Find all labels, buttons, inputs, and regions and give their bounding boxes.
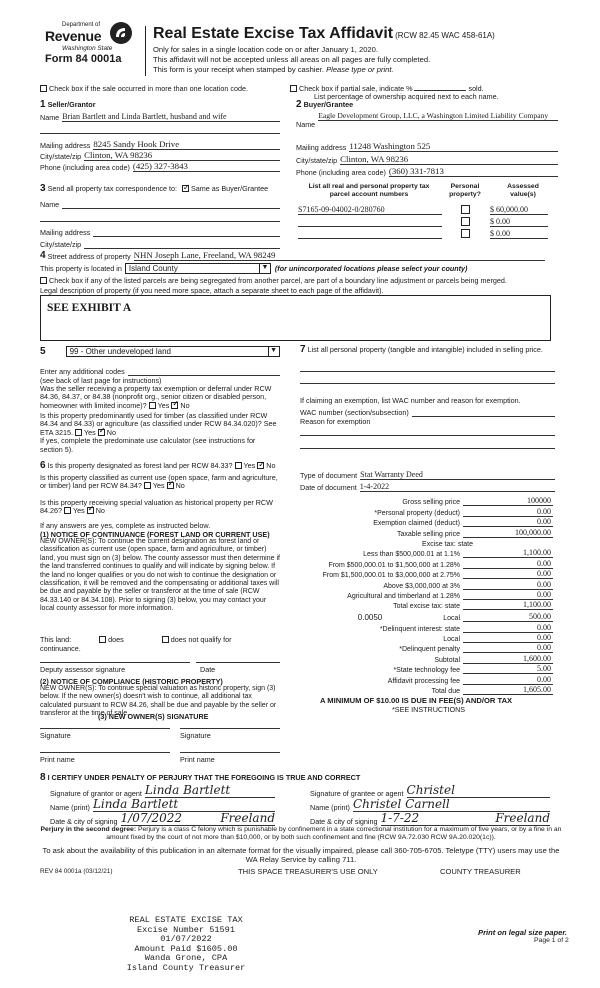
logo-revenue: Revenue	[45, 28, 102, 44]
calc-value[interactable]: 1,605.00	[463, 685, 553, 695]
s5-q1-no-checkbox[interactable]	[171, 402, 178, 409]
calc-label: Subtotal	[434, 656, 460, 664]
calc-value[interactable]: 0.00	[463, 507, 553, 517]
legal-label: Legal description of property (if you need more space, attach a separate sheet to each page of the affidavit).	[40, 286, 384, 295]
deputy-date-line[interactable]	[196, 661, 280, 663]
s5-q1-text: Was the seller receiving a property tax exemption or deferral under RCW 84.36, 84.37, or 84.38 (nonprofit org., senior citizen or disabled person, homeowner with limited income)?	[40, 384, 272, 410]
yes-label: Yes	[72, 506, 85, 516]
page-number: Page 1 of 2	[534, 937, 569, 944]
calc-row	[300, 517, 553, 527]
street-address-field[interactable]: NHN Joseph Lane, Freeland, WA 98249	[134, 250, 545, 261]
seller-mail-field[interactable]: 8245 Sandy Hook Drive	[93, 139, 280, 150]
grantor-date[interactable]: 1/07/2022	[121, 811, 191, 826]
personal-cell	[442, 229, 490, 239]
calc-value[interactable]: 100,000.00	[463, 528, 553, 538]
calc-label: Exemption claimed (deduct)	[373, 520, 460, 528]
tax-calc	[300, 496, 553, 695]
calc-row	[300, 558, 553, 568]
doc-date-row	[300, 482, 555, 492]
stamp-line-5: Wanda Grone, CPA	[144, 953, 228, 964]
seller-heading: 1 Seller/Grantor	[40, 99, 96, 110]
does-not-qualify-checkbox[interactable]	[162, 636, 169, 643]
grantor-name-label: Name (print)	[50, 803, 90, 812]
personal-property-line-1[interactable]	[300, 370, 555, 372]
stamp-line-3: 01/07/2022	[160, 934, 212, 945]
header-line-3	[153, 65, 394, 74]
parcel-row	[298, 227, 560, 239]
grantor-name-row	[50, 797, 275, 812]
assessed-header: Assessed value(s)	[507, 183, 539, 198]
treasurer-stamp	[118, 916, 254, 974]
no-label: No	[95, 506, 105, 516]
signature-label-2: Signature	[180, 731, 211, 740]
calc-value[interactable]: 0.00	[463, 590, 553, 600]
logo-state: Washington State	[62, 45, 113, 52]
s3-name-row	[40, 200, 280, 209]
county-label: This property is located in	[40, 264, 122, 273]
calc-label: Excise tax: state	[422, 540, 473, 548]
no-label: No	[175, 481, 185, 491]
does-not-label: does not qualify for	[170, 635, 232, 644]
notice2-heading: (2) NOTICE OF COMPLIANCE (HISTORIC PROPERTY)	[40, 677, 223, 686]
personal-property-line-2[interactable]	[300, 382, 555, 384]
notice3-heading: (3) NEW OWNER(S) SIGNATURE	[98, 712, 209, 721]
perjury-text: Perjury is a class C felony which is punishable by confinement in a state correctional institution for a maximum of five years, or by a fine in an amount fixed by the court of not more than $10,000, or by both such confinement and fine (RCW 9A.72.030 RCW 9A.20.020(1c)).	[106, 826, 562, 841]
grantee-name-label: Name (print)	[310, 803, 350, 812]
doc-type-label: Type of document	[300, 471, 358, 480]
owner-signature-line-1[interactable]	[40, 727, 170, 729]
calc-value[interactable]: 100000	[463, 496, 553, 506]
s5-q2-text: Is this property predominantly used for timber (as classified under RCW 84.34 and 84.33) or agriculture (as classified under RCW 84.34.020)? See ETA 3215.	[40, 411, 277, 437]
personal-property-checkbox[interactable]	[461, 217, 470, 226]
county-row	[40, 263, 467, 274]
calc-label: Above $3,000,000 at 3%	[383, 582, 460, 590]
buyer-phone-label: Phone (including area code)	[296, 168, 386, 177]
calc-label: *Delinquent penalty	[399, 646, 460, 654]
seller-name-field[interactable]: Brian Bartlett and Linda Bartlett, husband and wife	[62, 112, 280, 122]
this-land-row	[40, 635, 280, 653]
s3-mail-row	[40, 228, 280, 237]
notice1-body: NEW OWNER(S): To continue the current designation as forest land or classification as current use (open space, farm and agriculture, or timber) land, you must sign on (3) below. The county assessor must then determine if the land transferred continues to qualify and will indicate by signing below. If the land no longer qualifies or you do not wish to continue the designation or classification, it will be removed and the compensating or additional taxes will be due and payable by the seller or transferor at the time of sale (RCW 84.33.140 or 84.34.108). Prior to signing (3) below, you may contact your local county assessor for more information.	[40, 538, 280, 613]
parcel-table	[298, 203, 560, 239]
yes-label: Yes	[84, 427, 96, 437]
buyer-name-field[interactable]: Eagle Development Group, LLC, a Washington Limited Liability Company	[318, 112, 558, 121]
seller-phone-field[interactable]: (425) 327-3843	[133, 161, 280, 172]
wac-row	[300, 408, 555, 417]
calc-label: *Personal property (deduct)	[374, 509, 460, 517]
form-title	[153, 25, 495, 43]
yes-label: Yes	[157, 400, 170, 410]
calc-row	[300, 579, 553, 589]
multi-location-label: Check box if the sale occurred in more than one location code.	[49, 84, 248, 93]
add-codes-row	[40, 367, 280, 376]
reason-line-2[interactable]	[300, 447, 555, 449]
section7-label: 7 List all personal property (tangible and intangible) included in selling price.	[300, 344, 543, 355]
deputy-signature-line[interactable]	[40, 661, 190, 663]
form-rcw: (RCW 82.45 WAC 458-61A)	[395, 31, 495, 40]
calc-row	[300, 685, 553, 695]
header-divider	[145, 26, 146, 76]
does-label: does	[108, 635, 124, 644]
calc-row	[300, 653, 553, 663]
s5-q2-note: If yes, complete the predominate use calculator (see instructions for section 5).	[40, 436, 256, 454]
grantor-city[interactable]: Freeland	[191, 811, 275, 826]
grantor-sig-label: Signature of grantor or agent	[50, 789, 142, 798]
grantor-sig-row	[50, 783, 275, 798]
assessed-value[interactable]: $ 0.00	[490, 229, 548, 239]
personal-cell	[442, 217, 490, 227]
seller-name-line-2[interactable]	[40, 132, 280, 134]
grantor-signature[interactable]: Linda Bartlett	[145, 783, 275, 798]
notice2-body: NEW OWNER(S): To continue special valuation as historic property, sign (3) below. If the new owner(s) doesn't wish to continue, all additional tax calculated pursuant to RCW 84.26, shall be due and payable by the seller or transferor at the time of sale.	[40, 685, 277, 718]
buyer-mail-row	[296, 141, 558, 152]
calc-label: Less than $500,000.01 at 1.1%	[363, 551, 460, 559]
s6-q3	[40, 499, 280, 516]
notice1-heading: (1) NOTICE OF CONTINUANCE (FOREST LAND OR CURRENT USE)	[40, 530, 270, 539]
seller-name-label: Name	[40, 113, 60, 122]
partial-sale-checkbox[interactable]	[290, 85, 297, 92]
header-line-1: Only for sales in a single location code on or after January 1, 2020.	[153, 45, 378, 54]
parcel-header: List all real and personal property tax parcel account numbers	[308, 183, 430, 198]
calc-label: Affidavit processing fee	[387, 677, 460, 685]
deputy-date-label: Date	[200, 665, 216, 674]
yes-label: Yes	[152, 481, 165, 491]
multi-location-checkbox[interactable]	[40, 85, 47, 92]
calc-row	[300, 622, 553, 632]
s6-q2-no-checkbox[interactable]	[167, 482, 174, 489]
calc-label: Local	[443, 615, 460, 623]
legal-description-box[interactable]	[40, 295, 551, 341]
s6-q1: 6 Is this property designated as forest land per RCW 84.33? Yes ✓ No	[40, 460, 280, 471]
perjury-bold: Perjury in the second degree:	[40, 826, 137, 833]
s6-q2-yes-checkbox[interactable]	[144, 482, 151, 489]
grantee-signature[interactable]: Christel	[407, 783, 550, 798]
calc-label: Local	[443, 636, 460, 644]
grantor-date-label: Date & city of signing	[50, 817, 118, 826]
calc-value[interactable]: 1,100.00	[463, 548, 553, 558]
calc-value[interactable]: 0.00	[463, 643, 553, 653]
s6-q1-yes-checkbox[interactable]	[235, 462, 242, 469]
s3-city-row	[40, 240, 280, 249]
calc-row	[300, 538, 553, 548]
grantee-city[interactable]: Freeland	[429, 811, 550, 826]
stamp-line-6: Island County Treasurer	[126, 962, 246, 973]
partial-sale-label: Check box if partial sale, indicate %	[299, 84, 413, 93]
owner-print-line-2[interactable]	[180, 751, 280, 753]
segregated-row	[40, 276, 507, 285]
segregated-checkbox[interactable]	[40, 277, 47, 284]
s3-city-label: City/state/zip	[40, 240, 82, 249]
calc-row	[300, 496, 553, 506]
no-label: No	[106, 427, 116, 437]
alt-format-notice: To ask about the availability of this publication in an alternate format for the visually impaired, please call 360-705-6705. Teletype (TTY) users may use the WA Relay Service by calling 711.	[42, 846, 560, 864]
county-treasurer: COUNTY TREASURER	[440, 867, 521, 876]
continuance-label: continuance.	[40, 644, 81, 653]
dor-logo	[40, 22, 135, 67]
calc-label: From $500,000.01 to $1,500,000 at 1.28%	[328, 561, 460, 569]
multi-location-check-row	[40, 84, 248, 93]
segregated-label: Check box if any of the listed parcels are being segregated from another parcel, are part of a boundary line adjustment or parcels being merged.	[49, 276, 507, 285]
owner-signature-line-2[interactable]	[180, 727, 280, 729]
logo-dept: Department of	[62, 22, 101, 28]
buyer-heading-text: Buyer/Grantee	[303, 100, 354, 109]
legal-description-text: SEE EXHIBIT A	[47, 302, 132, 314]
calc-row	[300, 610, 553, 622]
calc-label: *State technology fee	[393, 667, 460, 675]
buyer-mail-label: Mailing address	[296, 143, 347, 152]
calc-value[interactable]: 0.00	[463, 559, 553, 569]
stamp-line-4: Amount Paid $1605.00	[134, 943, 238, 954]
calc-label: Taxable selling price	[396, 530, 460, 538]
calc-value[interactable]: 1,100.00	[463, 600, 553, 610]
print-name-label-1: Print name	[40, 755, 75, 764]
land-use-value: 99 - Other undeveloped land	[69, 347, 171, 356]
s5-q2-yes-checkbox[interactable]	[75, 429, 82, 436]
no-label: No	[180, 400, 190, 410]
wac-field[interactable]	[412, 409, 555, 417]
doc-type-field[interactable]: Stat Warranty Deed	[360, 470, 555, 480]
s5-q1-yes-checkbox[interactable]	[149, 402, 156, 409]
seller-city-field[interactable]: Clinton, WA 98236	[84, 150, 280, 161]
s6-q2-text: Is this property classified as current use (open space, farm and agriculture, or timber) land per RCW 84.34?	[40, 473, 278, 491]
s6-q2	[40, 474, 280, 491]
grantee-name-row	[310, 797, 550, 812]
calc-value[interactable]: 0.00	[463, 675, 553, 685]
reason-label: Reason for exemption	[300, 417, 371, 426]
calc-value[interactable]: 0.00	[463, 623, 553, 633]
see-instructions: *SEE INSTRUCTIONS	[392, 705, 466, 714]
exemption-label: If claiming an exemption, list WAC number and reason for exemption.	[300, 396, 521, 405]
form-title-text: Real Estate Excise Tax Affidavit	[153, 25, 394, 42]
calc-value[interactable]: 1,600.00	[463, 654, 553, 664]
doc-date-label: Date of document	[300, 483, 357, 492]
land-use-select[interactable]	[66, 346, 280, 357]
same-as-buyer-checkbox[interactable]	[182, 185, 189, 192]
yes-label: Yes	[243, 461, 256, 470]
s3-mail-field[interactable]	[93, 229, 280, 237]
s6-q3-text: Is this property receiving special valuation as historical property per RCW 84.26?	[40, 498, 273, 516]
buyer-city-label: City/state/zip	[296, 156, 338, 165]
answers-note: If any answers are yes, complete as instructed below.	[40, 521, 211, 530]
personal-property-checkbox[interactable]	[461, 205, 470, 214]
calc-value[interactable]: 500.00	[463, 612, 553, 622]
assessed-value[interactable]: $ 0.00	[490, 217, 548, 227]
minimum-note: A MINIMUM OF $10.00 IS DUE IN FEE(S) AND/OR TAX	[320, 696, 513, 705]
print-name-label-2: Print name	[180, 755, 215, 764]
deputy-label: Deputy assessor signature	[40, 665, 126, 674]
calc-label: Agricultural and timberland at 1.28%	[347, 592, 460, 600]
stamp-line-1: REAL ESTATE EXCISE TAX	[129, 915, 243, 925]
does-qualify-checkbox[interactable]	[99, 636, 106, 643]
s6-q3-no-checkbox[interactable]	[87, 507, 94, 514]
s6-q3-yes-checkbox[interactable]	[64, 507, 71, 514]
certify-row: 8 I CERTIFY UNDER PENALTY OF PERJURY THAT THE FOREGOING IS TRUE AND CORRECT	[40, 772, 361, 783]
seller-name-row	[40, 112, 280, 122]
header-line-3a: This form is your receipt when stamped by cashier.	[153, 65, 324, 74]
grantee-sig-row	[310, 783, 550, 798]
reason-line-1[interactable]	[300, 434, 555, 436]
s3-mail-label: Mailing address	[40, 228, 91, 237]
buyer-name-row	[296, 112, 558, 129]
buyer-mail-field[interactable]: 11248 Washington 525	[349, 141, 558, 152]
buyer-city-field[interactable]: Clinton, WA 98236	[340, 154, 558, 165]
grantor-print-name[interactable]: Linda Bartlett	[93, 797, 275, 812]
doc-type-row	[300, 470, 555, 480]
personal-cell	[442, 205, 490, 215]
no-label: No	[266, 461, 276, 470]
s5-q2	[40, 412, 280, 454]
buyer-phone-row	[296, 166, 558, 177]
calc-row	[300, 506, 553, 516]
partial-sale-percent[interactable]	[414, 90, 466, 91]
parcel-number[interactable]	[298, 218, 442, 227]
calc-row	[300, 674, 553, 684]
rev-number: REV 84 0001a (03/12/21)	[40, 868, 113, 875]
seller-phone-label: Phone (including area code)	[40, 163, 130, 172]
seller-mail-row	[40, 139, 280, 150]
signature-label-1: Signature	[40, 731, 71, 740]
s3-name-field[interactable]	[62, 201, 280, 209]
ownership-note: List percentage of ownership acquired next to each name.	[314, 92, 499, 101]
section3-label: Send all property tax correspondence to:	[47, 184, 178, 193]
header-line-3b: Please type or print.	[326, 65, 394, 74]
county-value: Island County	[128, 264, 178, 273]
county-select[interactable]	[125, 263, 271, 274]
s3-city-field[interactable]	[84, 241, 280, 249]
add-codes-label: Enter any additional codes	[40, 367, 125, 376]
header-line-2: This affidavit will not be accepted unless all areas on all pages are fully completed.	[153, 55, 431, 64]
owner-print-line-1[interactable]	[40, 751, 170, 753]
calc-row	[300, 643, 553, 653]
s5-q1	[40, 385, 280, 410]
stamp-line-2: Excise Number 51591	[137, 924, 235, 935]
see-back: (see back of last page for instructions)	[40, 376, 162, 385]
treasurer-use: THIS SPACE TREASURER'S USE ONLY	[238, 867, 378, 876]
chevron-down-icon[interactable]: ▼	[268, 346, 279, 357]
grantee-sig-label: Signature of grantee or agent	[310, 789, 404, 798]
calc-row	[300, 600, 553, 610]
section7-label-text: List all personal property (tangible and intangible) included in selling price.	[307, 345, 543, 354]
calc-label: *Delinquent interest: state	[379, 625, 460, 633]
partial-sale-sold: sold.	[468, 84, 484, 93]
chevron-down-icon[interactable]: ▼	[259, 263, 270, 274]
calc-value[interactable]: 0.00	[463, 517, 553, 527]
calc-row	[300, 664, 553, 674]
add-codes-field[interactable]	[128, 368, 280, 376]
calc-label: Total due	[431, 688, 460, 696]
seller-city-label: City/state/zip	[40, 152, 82, 161]
calc-value[interactable]: 0.00	[463, 569, 553, 579]
calc-row	[300, 527, 553, 537]
parcel-row	[298, 203, 560, 215]
this-land-label: This land:	[40, 635, 72, 644]
logo-mark-icon	[110, 22, 132, 44]
s3-name-line-2[interactable]	[40, 220, 280, 222]
calc-row	[300, 569, 553, 579]
s3-name-label: Name	[40, 200, 60, 209]
calc-value[interactable]: 5.00	[463, 664, 553, 674]
form-number: Form 84 0001a	[45, 53, 122, 65]
buyer-heading: 2 Buyer/Grantee	[296, 99, 354, 110]
s6-q1-no-checkbox[interactable]	[257, 462, 264, 469]
calc-row	[300, 548, 553, 558]
wac-label: WAC number (section/subsection)	[300, 408, 409, 417]
grantee-print-name[interactable]: Christel Carnell	[353, 797, 550, 812]
calc-label: Total excise tax: state	[393, 603, 460, 611]
calc-row	[300, 633, 553, 643]
parcel-number[interactable]	[298, 230, 442, 239]
seller-heading-text: Seller/Grantor	[47, 100, 96, 109]
certify-text: I CERTIFY UNDER PENALTY OF PERJURY THAT THE FOREGOING IS TRUE AND CORRECT	[47, 773, 361, 782]
calc-label: Gross selling price	[402, 499, 460, 507]
parcel-number[interactable]: S7165-09-04002-0/280760	[298, 205, 442, 215]
section5-row: 5 99 - Other undeveloped land ▼	[40, 346, 280, 357]
s6-q1-text: Is this property designated as forest land per RCW 84.33?	[47, 461, 233, 470]
parcel-row	[298, 215, 560, 227]
doc-date-field[interactable]: 1-4-2022	[360, 482, 555, 492]
perjury-notice	[40, 826, 562, 842]
personal-header: Personal property?	[449, 183, 481, 198]
grantee-date-row	[310, 811, 550, 826]
calc-label: From $1,500,000.01 to $3,000,000 at 2.75%	[322, 572, 460, 580]
county-note: (for unincorporated locations please select your county)	[274, 264, 468, 273]
seller-city-row	[40, 150, 280, 161]
seller-phone-row	[40, 161, 280, 172]
legal-paper-note: Print on legal size paper.	[478, 928, 568, 937]
street-address-row: 4 Street address of property NHN Joseph Lane, Freeland, WA 98249	[40, 250, 545, 261]
buyer-city-row	[296, 154, 558, 165]
grantor-date-row	[50, 811, 275, 826]
grantee-date[interactable]: 1-7-22	[381, 811, 429, 826]
calc-row	[300, 590, 553, 600]
same-as-buyer-label: Same as Buyer/Grantee	[191, 184, 269, 193]
s5-q2-no-checkbox[interactable]	[98, 429, 105, 436]
local-rate[interactable]: 0.0050	[357, 613, 383, 623]
assessed-value[interactable]: $ 60,000.00	[490, 205, 548, 215]
buyer-name-label: Name	[296, 120, 316, 129]
buyer-phone-field[interactable]: (360) 331-7813	[389, 166, 558, 177]
grantee-date-label: Date & city of signing	[310, 817, 378, 826]
personal-property-checkbox[interactable]	[461, 229, 470, 238]
seller-mail-label: Mailing address	[40, 141, 91, 150]
calc-value[interactable]: 0.00	[463, 580, 553, 590]
calc-value[interactable]: 0.00	[463, 633, 553, 643]
section3-heading: 3 Send all property tax correspondence to: ✓ Same as Buyer/Grantee	[40, 183, 268, 194]
street-address-label: Street address of property	[47, 252, 131, 261]
